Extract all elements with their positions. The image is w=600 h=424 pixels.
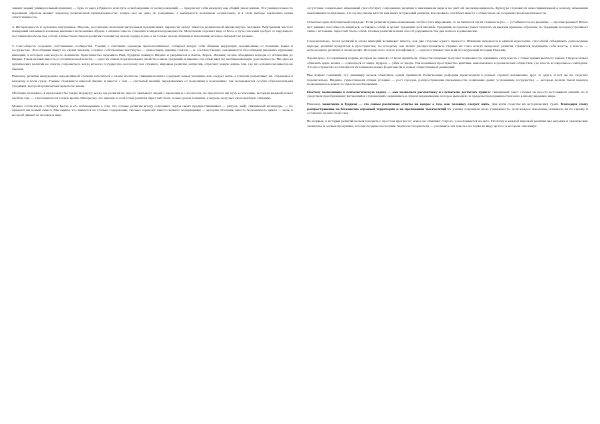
paragraph: лениит новый универсальный принцип — будь то вера в Единого или путь освобождения от цепи рождений, — предлагает себя каждому как общий закон жизни. Эта универсальность коренным образом меняет характер религиозной принадлежности: теперь она не дана по рождению, а выбирается человеком сознательно, и в этом выборе заключена новая ответственность. [12, 6, 293, 20]
paragraph: Следовательно, эпоха религий и эпоха империй возникают вместе, как две стороны одного процесса. Империя нуждается в единой идеологии, способной объединить разнородные народы; религия нуждается в пространстве, по которому она может распространяться. Однако их союз всегда непрочен: религия стремится подчинить себе власть, а власть — использовать религию в своих целях. История этого союза и конфликта — одна из главных тем всей последующей истории Евразии. [307, 38, 588, 53]
paragraph-bold-mixed: Наконец, монотеизм и буддизм — это самые различные ответы на вопрос о том, как человеку следует жить, при всём сходстве их исторических судеб. Благодаря этому распространение по бесконечно огромной территории и на протяжении тысячелетий их учения сохраняли свою узнаваемость, хотя каждое поколение понимало их по-своему и оставляло на них свой след. [307, 102, 588, 116]
left-column [12, 6, 293, 420]
paragraph: Во-первых, в истории религий нельзя говорить о простом прогрессе; новое не отменяет старого, а наслаивается на него. Поэтому в каждой мировой религии мы находим и архаические элементы, и осевые прозрения, и более поздние наслоения. Задача исследователя — различить эти пласты, не теряя из виду целого, в котором они живут. [307, 119, 588, 128]
paragraph: отсутствие социальных изменений способствует сохранению религии в неизменном виде и не даёт ей эволюционировать. Культура становится невосприимчивой к новому, изменения накапливаются медленно, а в случае смены власти или иных потрясений религия, как правило, погибает вместе с обществом, не сохраняя своей идентичности. [307, 6, 588, 15]
paragraph: Наконец, религии вынуждены определённой степени заботиться о своем носителе: священная книга содержит ясные указания, как следует жить, а учители разъясняют их, обращаясь к каждому и всем сразу. Учение становится школой жизни, и вместе с тем — системой знаний, передаваемых от поколения к поколению; так складывается особая образовательная традиция, которой архаические культы не знали. [12, 74, 293, 88]
paragraph: Вне всяких сомнений, эту динамику нельзя объяснить одной причиной. Религиозные реформы происходили в разных странах независимо друг от друга, и всё же их сходство поразительно. Видимо, существовали общие условия — рост городов, распространение письменности, появление денег, усложнение государства, — которые делали такой переход возможным и в каком-то смысле необходимым. [307, 72, 588, 87]
right-column [307, 6, 588, 420]
paragraph: Обобщая сказанное, я предложил бы такую формулу: когда где религия не просто связывает людей с прошлым и с космосом, но предлагает им путь к спасению, которым каждый может пройти сам, — там начинается осевое время. Интересно, что именно в этой точке религия перестаёт быть только делом племени, а мораль получает свою высшую санкцию. [12, 91, 293, 100]
paragraph: Характерно, что принимая нормы, которые не зависят от воли правителя, общество впервые получает возможность оценивать саму власть с точки зрения высшего закона. Пророк может обличить царя, монах — отказаться от мира, мудрец — уйти от двора. Так возникает пространство критики, невозможное в архаических обществах, где власть и сакральное совпадали. Это пространство и становится источником новых форм мысли и новых общественных движений. [307, 55, 588, 70]
paragraph: 4. Интериорность и духовное внутреннее. Мораль, постепенно вытесняя ритуальные предписания, переносит центр тяжести религиозной жизни внутрь человека. Внутренняя чистота намерений оказывается важнее внешнего исполнения обряда, а личная совесть становится мерилом праведности. Монотеизм отделяет мир от Бога, а путь спасения требует от верующего постоянной работы над собой; в известном смысле религия становится делом сердца и ума, а не только делом общины и поколения, которое передаёт её дальше. [12, 24, 293, 38]
paragraph-bold-lead: Поэтому выполнение в психологическую задачу — она позволила рассказчику и слушателю достигать транса: священный текст служил не просто источником знаний, но и средством преображения; читающий и слушающий соединялись в общем переживании, которое выходило за пределы повседневности и вело к иному видению мира. [307, 89, 588, 99]
paragraph: 5. Способность создавать собственные сообщества. Учение о спасении, однажды провозглашённое, собирает вокруг себя общины верующих, независимые от племени, языка и государства. Эти общины живут по своим законам, создают собственные институты — монастыри, церкви, сангхи — и, соответственно, оказываются способными пережить крушение империй, в которых они когда-то возникли. Христианство пережило Рим, буддизм покинул Индию и укоренился в Китае, Корее, Японии; ислам объединил народы от Атлантики до Индии. Такая независимость от политической власти — одно из самых поразительных свойств осевых традиций, и именно она объясняет их необыкновенную долговечность. Ни одна из архаических религий не смогла сохраниться, когда исчезло государство, которому она служила; мировые религии, напротив, обретают новую жизнь там, где их основатели никогда не бывали. [12, 43, 293, 71]
paragraph: Можно согласиться с Роберту Белла и его наблюдением о том, что осевые религии всюду сохраняют черты своих предшественников — ритуал, миф, священный календарь, — но придают им новый смысл. Мы видим, что меняется не столько содержание, сколько горизонт: вместо вечного возвращения — история спасения, вместо бесконечного цикла — цель, к которой движется человек и мир. [12, 103, 293, 117]
paragraph: Отметим один любопытный парадокс. Если религии нужны изменения, чтобы стать мировыми, то не является ли их главная черта — устойчивость во времени — противоречием? Вовсе нет: именно способность меняться, оставаясь собой, и делает традицию долговечной. Традиция, которая не умеет отвечать на вызовы времени, обречена; но традиция, которая утрачивает связь с истоками, перестаёт быть собой. Осевые религии нашли способ удерживать эти два полюса в равновесии. [307, 20, 588, 34]
